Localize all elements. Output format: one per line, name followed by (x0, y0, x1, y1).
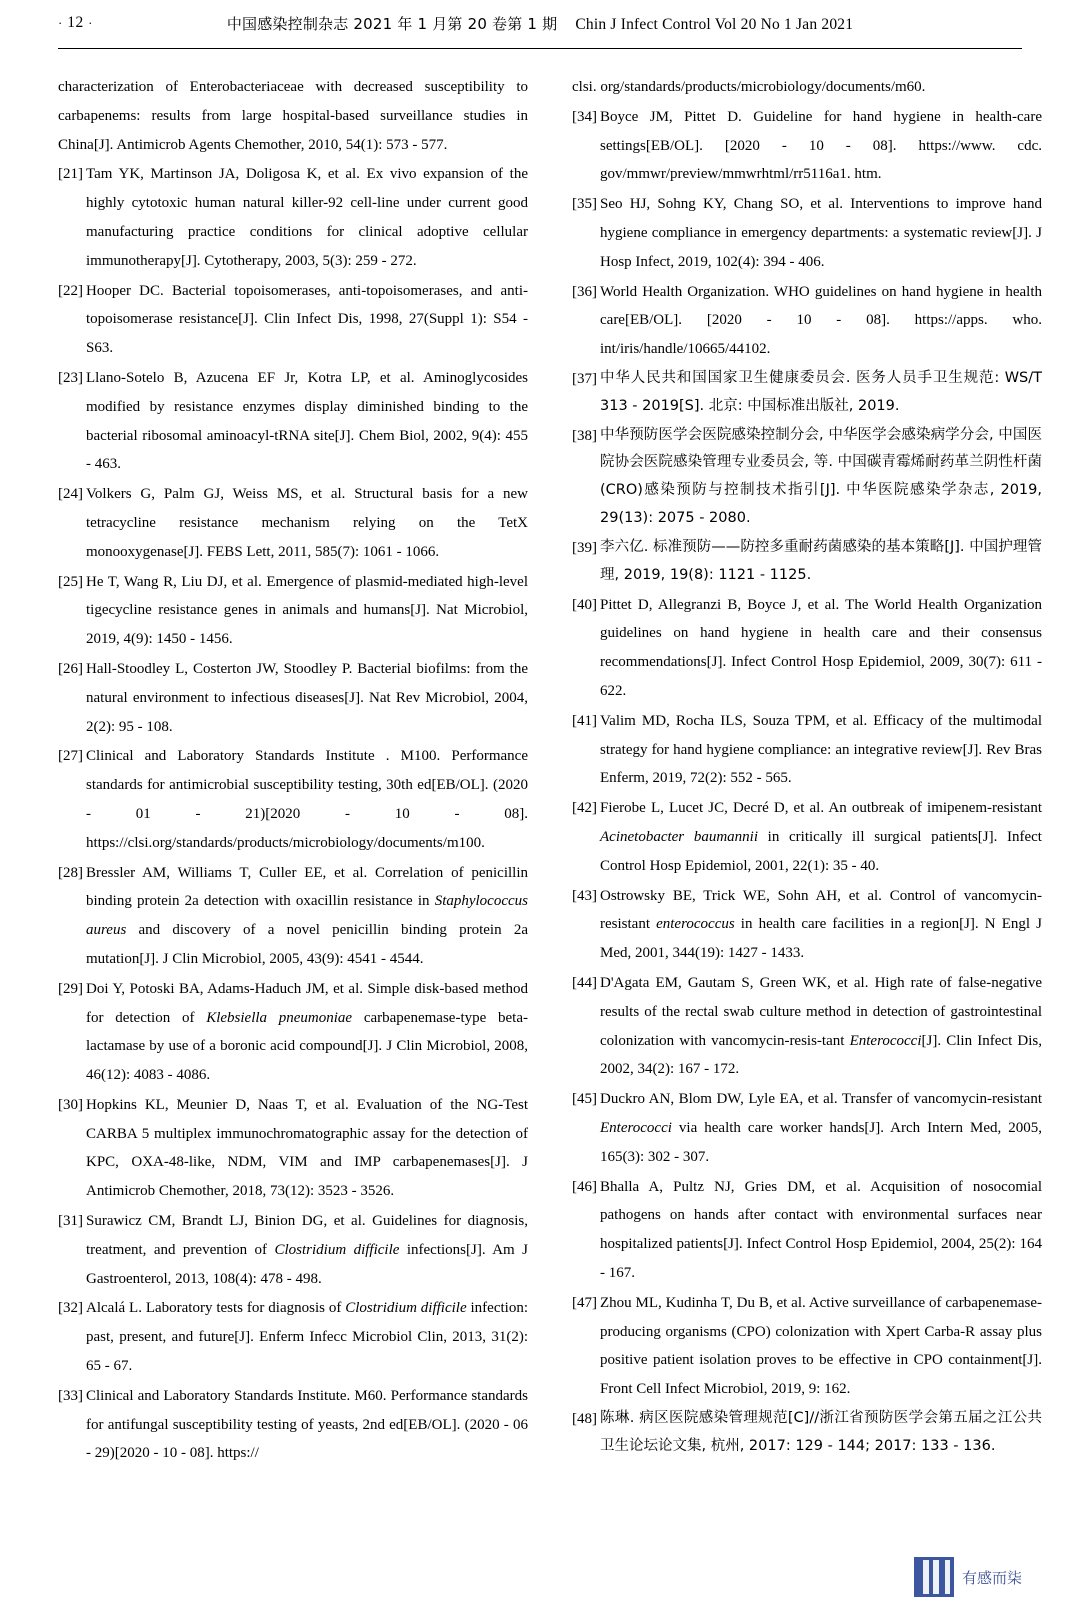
reference-text: Boyce JM, Pittet D. Guideline for hand hygiene in health-care settings[EB/OL]. [2020 - 10 - 08]. https://www. cdc. gov/mmwr/preview/mmwrhtml/rr5116a1. htm. (600, 108, 1042, 183)
reference-number: [30] (58, 1096, 83, 1113)
reference-entry (572, 1405, 1042, 1461)
reference-number: [38] (572, 427, 597, 444)
running-title (227, 13, 853, 34)
page-number: 12 (67, 14, 84, 31)
reference-text: 中华预防医学会医院感染控制分会, 中华医学会感染病学分会, 中国医院协会医院感染管理专业委员会, 等. 中国碳青霉烯耐药革兰阴性杆菌(CRO)感染预防与控制技术指引[J]. 中华医院感染学杂志, 2019, 29(13): 2075 - 2080. (600, 426, 1042, 527)
reference-number: [34] (572, 108, 597, 125)
left-continuation-text: characterization of Enterobacteriaceae with decreased susceptibility to carbapenems: results from large hospital-based surveillance studies in China[J]. Antimicrob Agents Chemother, 2010, 54(1): 573 - 577. (58, 79, 528, 153)
reference-entry (572, 707, 1042, 793)
reference-number: [29] (58, 980, 83, 997)
reference-entry (572, 103, 1042, 189)
reference-number: [23] (58, 369, 83, 386)
reference-text: Seo HJ, Sohng KY, Chang SO, et al. Interventions to improve hand hygiene compliance in emergency departments: a systematic review[J]. J Hosp Infect, 2019, 102(4): 394 - 406. (600, 196, 1042, 270)
reference-text: Bressler AM, Williams T, Culler EE, et al. Correlation of penicillin binding protein 2a detection with oxacillin resistance in Staphylococcus aureus and discovery of a novel penicillin binding protein 2a mutation[J]. J Clin Microbiol, 2005, 43(9): 4541 - 4544. (86, 864, 528, 967)
reference-text: Llano-Sotelo B, Azucena EF Jr, Kotra LP, et al. Aminoglycosides modified by resistance enzymes display diminished binding to the bacterial ribosomal aminoacyl-tRNA site[J]. Chem Biol, 2002, 9(4): 455 - 463. (86, 369, 528, 473)
reference-text: Pittet D, Allegranzi B, Boyce J, et al. The World Health Organization guidelines on hand hygiene in health care and their consensus recommendations[J]. Infect Control Hosp Epidemiol, 2009, 30(7): 611 - 622. (600, 596, 1042, 699)
reference-entry (58, 1382, 528, 1468)
reference-entry (58, 742, 528, 857)
reference-text: Duckro AN, Blom DW, Lyle EA, et al. Transfer of vancomycin-resistant Enterococci via health care worker hands[J]. Arch Intern Med, 2005, 165(3): 302 - 307. (600, 1091, 1042, 1165)
reference-number: [25] (58, 573, 83, 590)
reference-text: Clinical and Laboratory Standards Institute. M60. Performance standards for antifungal susceptibility testing of yeasts, 2nd ed[EB/OL]. (2020 - 06 - 29)[2020 - 10 - 08]. https:// (86, 1387, 528, 1462)
reference-text: Tam YK, Martinson JA, Doligosa K, et al. Ex vivo expansion of the highly cytotoxic human natural killer-92 cell-line under current good manufacturing practice conditions for clinical adoptive cellular immunotherapy[J]. Cytotherapy, 2003, 5(3): 259 - 272. (86, 166, 528, 269)
reference-text: Surawicz CM, Brandt LJ, Binion DG, et al. Guidelines for diagnosis, treatment, and prevention of Clostridium difficile infections[J]. Am J Gastroenterol, 2013, 108(4): 478 - 498. (86, 1213, 528, 1287)
reference-entry (572, 365, 1042, 421)
reference-entry (572, 969, 1042, 1084)
reference-entry (572, 1289, 1042, 1404)
reference-number: [31] (58, 1213, 83, 1230)
reference-number: [46] (572, 1178, 597, 1195)
reference-number: [47] (572, 1294, 597, 1311)
reference-text: 中华人民共和国国家卫生健康委员会. 医务人员手卫生规范: WS/T 313 - 2019[S]. 北京: 中国标准出版社, 2019. (600, 369, 1042, 414)
reference-entry (572, 278, 1042, 364)
reference-text: Zhou ML, Kudinha T, Du B, et al. Active surveillance of carbapenemase-producing organisms (CPO) colonization with Xpert Carba-R assay plus positive patient isolation proves to be effective in CPO containment[J]. Front Cell Infect Microbiol, 2019, 9: 162. (600, 1294, 1042, 1398)
folio-dot-left: · (58, 15, 63, 31)
two-column-body (58, 73, 1042, 1469)
reference-entry (58, 1207, 528, 1293)
reference-number: [33] (58, 1387, 83, 1404)
reference-entry (58, 480, 528, 566)
reference-number: [44] (572, 974, 597, 991)
reference-entry (572, 591, 1042, 706)
reference-text: Valim MD, Rocha ILS, Souza TPM, et al. Efficacy of the multimodal strategy for hand hygiene compliance: an integrative review[J]. Rev Bras Enferm, 2019, 72(2): 552 - 565. (600, 712, 1042, 787)
reference-number: [45] (572, 1091, 597, 1108)
watermark (914, 1557, 1022, 1597)
reference-text: Hopkins KL, Meunier D, Naas T, et al. Evaluation of the NG-Test CARBA 5 multiplex immunochromatographic assay for the detection of KPC, OXA-48-like, NDM, VIM and IMP carbapenemases[J]. J Antimicrob Chemother, 2018, 73(12): 3523 - 3526. (86, 1096, 528, 1200)
reference-entry (58, 1294, 528, 1380)
qr-code-icon (914, 1557, 954, 1597)
reference-entry (58, 975, 528, 1090)
reference-text: 李六亿. 标准预防——防控多重耐药菌感染的基本策略[J]. 中国护理管理, 2019, 19(8): 1121 - 1125. (600, 538, 1042, 583)
reference-entry (572, 1085, 1042, 1171)
reference-entry (572, 882, 1042, 968)
reference-number: [32] (58, 1300, 83, 1317)
reference-text: He T, Wang R, Liu DJ, et al. Emergence of plasmid-mediated high-level tigecycline resistance genes in animals and humans[J]. Nat Microbiol, 2019, 4(9): 1450 - 1456. (86, 573, 528, 648)
reference-text: Hall-Stoodley L, Costerton JW, Stoodley P. Bacterial biofilms: from the natural environment to infectious diseases[J]. Nat Rev Microbiol, 2004, 2(2): 95 - 108. (86, 660, 528, 735)
right-column (572, 73, 1042, 1469)
reference-text: D'Agata EM, Gautam S, Green WK, et al. High rate of false-negative results of the rectal swab culture method in detection of gastrointestinal colonization with vancomycin-resis-tant Enterococci[J]. Clin Infect Dis, 2002, 34(2): 167 - 172. (600, 974, 1042, 1078)
reference-text: Volkers G, Palm GJ, Weiss MS, et al. Structural basis for a new tetracycline resistance mechanism relying on the TetX monooxygenase[J]. FEBS Lett, 2011, 585(7): 1061 - 1066. (86, 486, 528, 560)
reference-number: [21] (58, 166, 83, 183)
reference-number: [42] (572, 800, 597, 817)
reference-entry (572, 422, 1042, 533)
running-title-en: Chin J Infect Control Vol 20 No 1 Jan 2021 (575, 15, 854, 33)
reference-number: [28] (58, 864, 83, 881)
reference-text: Clinical and Laboratory Standards Institute . M100. Performance standards for antimicrobial susceptibility testing, 30th ed[EB/OL]. (2020 - 01 - 21)[2020 - 10 - 08]. https://clsi.org/standards/products/microbiology/documents/m100. (86, 748, 528, 851)
reference-text: Alcalá L. Laboratory tests for diagnosis of Clostridium difficile infection: past, present, and future[J]. Enferm Infecc Microbiol Clin, 2013, 31(2): 65 - 67. (86, 1300, 528, 1375)
reference-entry (572, 794, 1042, 880)
reference-entry (58, 859, 528, 974)
reference-entry (58, 364, 528, 479)
reference-number: [39] (572, 539, 597, 556)
running-title-cn: 中国感染控制杂志 2021 年 1 月第 20 卷第 1 期 (226, 14, 558, 33)
left-column (58, 73, 528, 1469)
reference-entry (58, 1091, 528, 1206)
reference-text: Ostrowsky BE, Trick WE, Sohn AH, et al. Control of vancomycin-resistant enterococcus in health care facilities in a region[J]. N Engl J Med, 2001, 344(19): 1427 - 1433. (600, 887, 1042, 962)
reference-number: [27] (58, 748, 83, 765)
reference-entry (58, 277, 528, 363)
reference-number: [43] (572, 887, 597, 904)
reference-number: [41] (572, 712, 597, 729)
reference-number: [37] (572, 370, 597, 387)
reference-number: [35] (572, 196, 597, 213)
reference-number: [22] (58, 282, 83, 299)
reference-number: [48] (572, 1410, 597, 1427)
reference-text: Fierobe L, Lucet JC, Decré D, et al. An outbreak of imipenem-resistant Acinetobacter baumannii in critically ill surgical patients[J]. Infect Control Hosp Epidemiol, 2001, 22(1): 35 - 40. (600, 800, 1042, 874)
reference-text: 陈琳. 病区医院感染管理规范[C]//浙江省预防医学会第五届之江公共卫生论坛论文集, 杭州, 2017: 129 - 144; 2017: 133 - 136. (600, 1409, 1042, 1454)
reference-entry (58, 160, 528, 275)
reference-text: World Health Organization. WHO guidelines on hand hygiene in health care[EB/OL]. [2020 - 10 - 08]. https://apps. who. int/iris/handle/10665/44102. (600, 283, 1042, 358)
folio (58, 14, 227, 32)
reference-number: [36] (572, 283, 597, 300)
reference-entry (58, 655, 528, 741)
reference-text: Bhalla A, Pultz NJ, Gries DM, et al. Acquisition of nosocomial pathogens on hands after contact with environmental surfaces near hospitalized patients[J]. Infect Control Hosp Epidemiol, 2004, 25(2): 164 - 167. (600, 1178, 1042, 1281)
reference-entry (58, 568, 528, 654)
right-continuation-text: clsi. org/standards/products/microbiology/documents/m60. (572, 79, 926, 95)
reference-number: [26] (58, 660, 83, 677)
reference-entry (572, 1173, 1042, 1288)
reference-number: [24] (58, 486, 83, 503)
reference-entry (572, 190, 1042, 276)
reference-entry (572, 534, 1042, 590)
page-header (58, 0, 1022, 49)
reference-text: Hooper DC. Bacterial topoisomerases, anti-topoisomerases, and anti-topoisomerase resistance[J]. Clin Infect Dis, 1998, 27(Suppl 1): S54 - S63. (86, 282, 528, 357)
folio-dot-right: · (88, 15, 93, 31)
reference-number: [40] (572, 596, 597, 613)
reference-text: Doi Y, Potoski BA, Adams-Haduch JM, et al. Simple disk-based method for detection of Klebsiella pneumoniae carbapenemase-type beta-lactamase by use of a boronic acid compound[J]. J Clin Microbiol, 2008, 46(12): 4083 - 4086. (86, 980, 528, 1084)
watermark-label: 有感而柒 (961, 1568, 1022, 1587)
